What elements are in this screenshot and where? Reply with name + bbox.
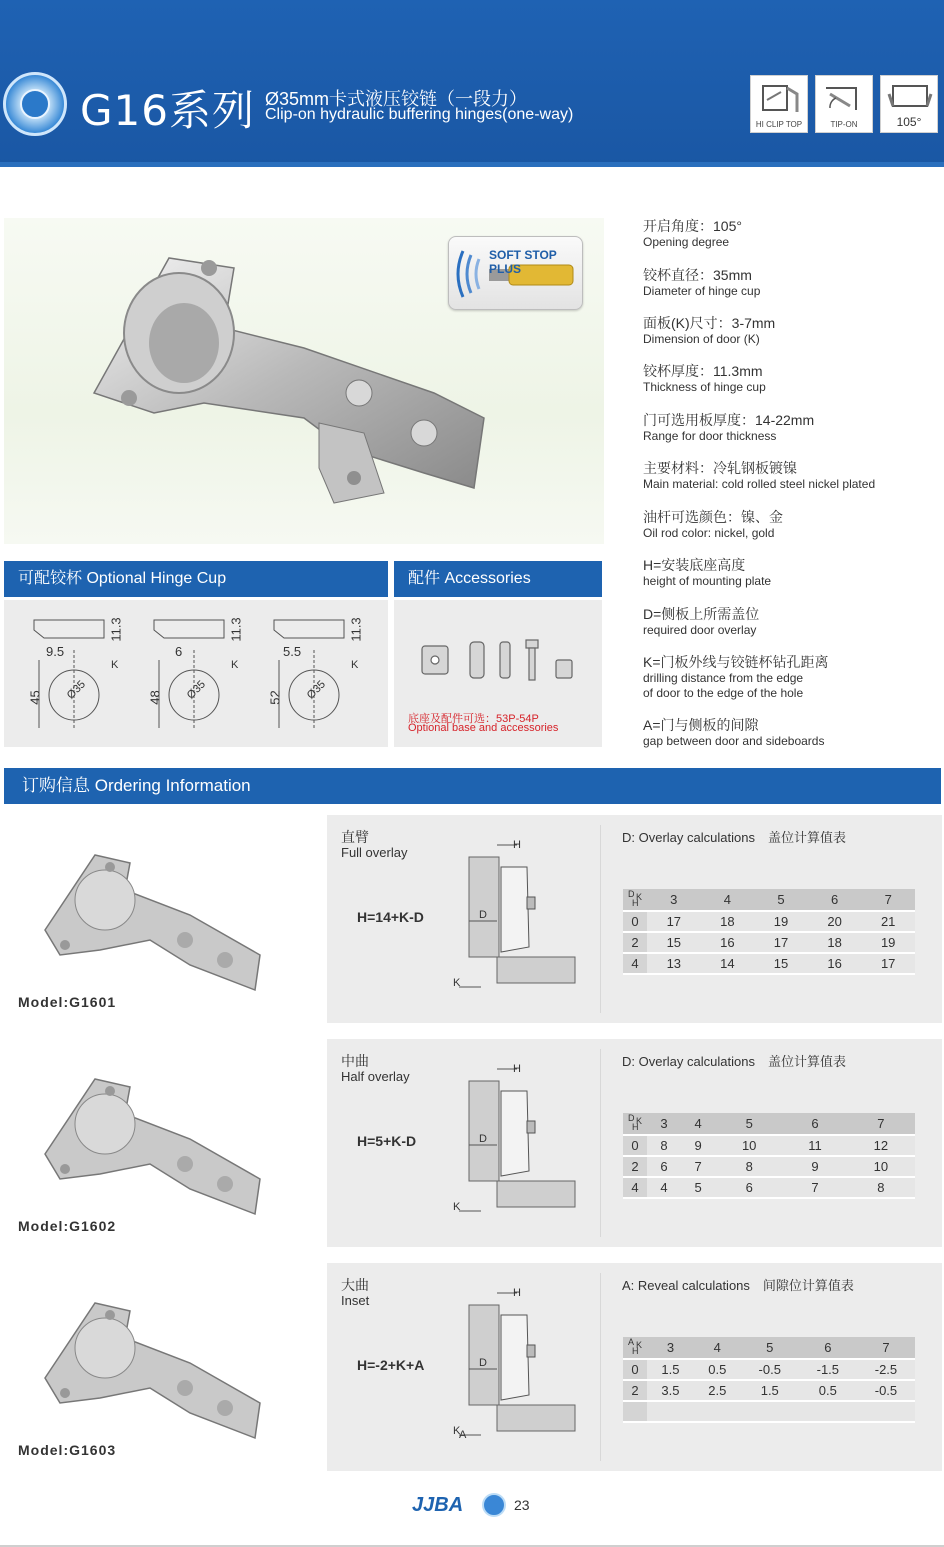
table-row-h: 0: [623, 1135, 647, 1156]
model-number: Model:G1601: [18, 994, 117, 1010]
spec-cn: H=安装底座高度: [643, 557, 746, 573]
feature-clip-top-icon: [750, 75, 808, 133]
table-cell: 14: [701, 953, 755, 974]
key-k: K: [636, 1340, 643, 1350]
feature-label: HI CLIP TOP: [755, 120, 803, 129]
model-number: Model:G1602: [18, 1218, 117, 1234]
table-row-h: 2: [623, 1380, 647, 1401]
feature-tip-on-icon: [815, 75, 873, 133]
table-cell: 2.5: [694, 1380, 741, 1401]
accessories-note-cn: 底座及配件可选：53P-54P: [408, 713, 539, 725]
table-row-h: 4: [623, 953, 647, 974]
cup-diameter: Ø35: [304, 678, 328, 702]
installation-diagram: [457, 1061, 597, 1221]
feature-105-degree-icon: [880, 75, 938, 133]
table-cell: 16: [701, 932, 755, 953]
table-cell: 0.5: [799, 1380, 857, 1401]
table-cell: 19: [754, 911, 808, 932]
cup-k: K: [231, 659, 239, 671]
cup-k: K: [111, 659, 119, 671]
cup-k: K: [351, 659, 359, 671]
table-cell: -2.5: [857, 1359, 915, 1380]
table-row: [623, 1401, 915, 1422]
overlay-type-cn: 中曲: [341, 1053, 369, 1069]
spec-item: [643, 654, 938, 701]
table-header-k: 3: [647, 889, 701, 911]
table-corner-key: [623, 889, 647, 911]
table-cell: 17: [754, 932, 808, 953]
table-cell: 21: [861, 911, 915, 932]
table-cell: 1.5: [741, 1380, 799, 1401]
overlay-type-cn: 大曲: [341, 1277, 369, 1293]
table-row: [623, 1135, 915, 1156]
series-title: G16系列: [80, 86, 255, 135]
table-cell: 9: [783, 1156, 847, 1177]
key-top: D: [628, 1113, 635, 1123]
spec-cn: 铰杯直径：35mm: [643, 267, 752, 283]
installation-diagram: [457, 837, 597, 997]
table-header-k: 6: [808, 889, 862, 911]
spec-cn: 面板(K)尺寸：3-7mm: [643, 315, 776, 331]
spec-item: [643, 557, 938, 589]
table-row: [623, 1177, 915, 1198]
calc-table-title: A: Reveal calculations 间隙位计算值表: [622, 1278, 854, 1293]
table-cell: [647, 1401, 694, 1422]
overlay-type-en: Half overlay: [341, 1069, 410, 1084]
key-k: K: [636, 892, 643, 902]
spec-en: height of mounting plate: [643, 574, 772, 588]
spec-item: [643, 315, 938, 347]
subtitle-cn: Ø35mm卡式液压铰链（一段力）: [265, 89, 528, 109]
cup-height: 45: [27, 690, 43, 705]
table-header-k: 7: [857, 1337, 915, 1359]
diagram-label-d: D: [479, 909, 487, 921]
spec-en: drilling distance from the edge: [643, 671, 804, 685]
overlay-type-cn: 直臂: [341, 829, 369, 845]
table-cell: 18: [701, 911, 755, 932]
table-cell: 17: [647, 911, 701, 932]
table-cell: 17: [861, 953, 915, 974]
spec-en: required door overlay: [643, 623, 757, 637]
calc-table: [623, 889, 915, 975]
table-row: [623, 1359, 915, 1380]
spec-en: Dimension of door (K): [643, 332, 760, 346]
table-cell: 8: [715, 1156, 783, 1177]
table-row-h: 4: [623, 1177, 647, 1198]
feature-label: TIP-ON: [830, 120, 858, 129]
calc-table: [623, 1113, 915, 1199]
spec-item: [643, 460, 938, 492]
cup-depth: 11.3: [228, 617, 244, 642]
table-cell: 10: [715, 1135, 783, 1156]
spec-item: [643, 606, 938, 638]
table-cell: 15: [754, 953, 808, 974]
table-cell: 11: [783, 1135, 847, 1156]
table-cell: 4: [647, 1177, 681, 1198]
table-cell: -0.5: [741, 1359, 799, 1380]
table-header-k: 6: [783, 1113, 847, 1135]
accessories-note-en: Optional base and accessories: [408, 722, 559, 734]
ordering-header: 订购信息 Ordering Information: [4, 768, 941, 804]
table-cell: 18: [808, 932, 862, 953]
table-cell: 0.5: [694, 1359, 741, 1380]
diagram-label-k: K: [453, 1425, 461, 1437]
height-formula: H=5+K-D: [357, 1133, 417, 1149]
subtitle-en: Clip-on hydraulic buffering hinges(one-way): [265, 106, 574, 123]
table-row: [623, 953, 915, 974]
spec-item: [643, 218, 938, 250]
table-cell: [857, 1401, 915, 1422]
spec-item: [643, 717, 938, 749]
calc-table-title: D: Overlay calculations 盖位计算值表: [622, 830, 846, 845]
spec-cn: 主要材料：冷轧钢板镀镍: [643, 460, 797, 476]
header-rule: [0, 162, 944, 167]
page-number: 23: [514, 1497, 530, 1513]
table-cell: [799, 1401, 857, 1422]
table-cell: 16: [808, 953, 862, 974]
model-spec-panel: [327, 1039, 942, 1247]
diagram-label-d: D: [479, 1133, 487, 1145]
table-cell: 9: [681, 1135, 715, 1156]
spec-cn: 油杆可选颜色：镍、金: [643, 509, 783, 525]
spec-cn: 门可选用板厚度：14-22mm: [643, 412, 815, 428]
cup-offset: 5.5: [283, 644, 302, 659]
cup-offset: 6: [175, 644, 183, 659]
table-cell: 15: [647, 932, 701, 953]
calc-table: [623, 1337, 915, 1423]
panel-divider: [600, 1049, 601, 1237]
spec-en: Thickness of hinge cup: [643, 380, 766, 394]
model-number: Model:G1603: [18, 1442, 117, 1458]
table-cell: 12: [847, 1135, 915, 1156]
table-cell: 6: [715, 1177, 783, 1198]
spec-item: [643, 267, 938, 299]
table-header-k: 4: [694, 1337, 741, 1359]
accessories-icons: [418, 636, 578, 686]
table-header-k: 7: [861, 889, 915, 911]
table-header-k: 5: [754, 889, 808, 911]
diagram-label-h: H: [513, 1287, 521, 1299]
diagram-label-a: A: [459, 1429, 467, 1441]
table-header-k: 3: [647, 1337, 694, 1359]
table-corner-key: [623, 1337, 647, 1359]
table-row-h: 2: [623, 1156, 647, 1177]
diagram-label-d: D: [479, 1357, 487, 1369]
table-row-h: 2: [623, 932, 647, 953]
panel-divider: [600, 1273, 601, 1461]
spec-en: Range for door thickness: [643, 429, 777, 443]
table-header-k: 5: [715, 1113, 783, 1135]
cup-diameter: Ø35: [184, 678, 208, 702]
table-row: [623, 932, 915, 953]
table-row-h: [623, 1401, 647, 1422]
table-cell: -0.5: [857, 1380, 915, 1401]
table-cell: 19: [861, 932, 915, 953]
cup-offset: 9.5: [46, 644, 65, 659]
spec-cn: 铰杯厚度：11.3mm: [643, 363, 763, 379]
spec-en: Opening degree: [643, 235, 730, 249]
table-cell: [741, 1401, 799, 1422]
table-header-k: 4: [701, 889, 755, 911]
cup-diameter: Ø35: [64, 678, 88, 702]
key-h: H: [632, 1122, 639, 1132]
table-cell: [694, 1401, 741, 1422]
diagram-label-k: K: [453, 1201, 461, 1213]
model-spec-panel: [327, 815, 942, 1023]
key-k: K: [636, 1116, 643, 1126]
spec-en: Diameter of hinge cup: [643, 284, 761, 298]
table-cell: 10: [847, 1156, 915, 1177]
spec-item: [643, 412, 938, 444]
key-h: H: [632, 1346, 639, 1356]
table-corner-key: [623, 1113, 647, 1135]
table-cell: 8: [847, 1177, 915, 1198]
table-cell: 13: [647, 953, 701, 974]
diagram-label-k: K: [453, 977, 461, 989]
table-row-h: 0: [623, 911, 647, 932]
spec-cn: K=门板外线与铰链杯钻孔距离: [643, 654, 829, 670]
spec-cn: 开启角度：105°: [643, 218, 742, 234]
spec-cn: A=门与侧板的间隙: [643, 717, 759, 733]
height-formula: H=14+K-D: [357, 909, 424, 925]
diagram-label-h: H: [513, 839, 521, 851]
cup-height: 48: [147, 690, 163, 705]
table-row-h: 0: [623, 1359, 647, 1380]
table-cell: 8: [647, 1135, 681, 1156]
model-spec-panel: [327, 1263, 942, 1471]
model-hinge-image: [40, 1293, 270, 1453]
table-cell: 7: [783, 1177, 847, 1198]
overlay-type-en: Inset: [341, 1293, 370, 1308]
table-header-k: 4: [681, 1113, 715, 1135]
spec-item: [643, 363, 938, 395]
calc-table-title: D: Overlay calculations 盖位计算值表: [622, 1054, 846, 1069]
table-cell: -1.5: [799, 1359, 857, 1380]
series-logo-icon: [3, 72, 67, 136]
feature-label: 105°: [896, 115, 922, 129]
svg-text:JJBA: JJBA: [412, 1494, 464, 1516]
key-top: A: [628, 1337, 635, 1347]
table-cell: 6: [647, 1156, 681, 1177]
spec-item: [643, 509, 938, 541]
model-hinge-image: [40, 845, 270, 1005]
model-hinge-image: [40, 1069, 270, 1229]
installation-diagram: [457, 1285, 597, 1445]
height-formula: H=-2+K+A: [357, 1357, 425, 1373]
overlay-type-en: Full overlay: [341, 845, 408, 860]
panel-divider: [600, 825, 601, 1013]
cup-height: 52: [267, 690, 283, 705]
key-h: H: [632, 898, 639, 908]
hinge-cup-drawings: [4, 600, 388, 747]
hinge-cup-header: 可配铰杯 Optional Hinge Cup: [4, 561, 388, 597]
table-header-k: 3: [647, 1113, 681, 1135]
table-header-k: 6: [799, 1337, 857, 1359]
brand-logo-icon: [412, 1490, 507, 1520]
table-cell: 5: [681, 1177, 715, 1198]
table-cell: 20: [808, 911, 862, 932]
table-row: [623, 1156, 915, 1177]
table-header-k: 7: [847, 1113, 915, 1135]
key-top: D: [628, 889, 635, 899]
table-header-k: 5: [741, 1337, 799, 1359]
spec-cn: D=侧板上所需盖位: [643, 606, 760, 622]
table-cell: 7: [681, 1156, 715, 1177]
spec-en: of door to the edge of the hole: [643, 686, 804, 700]
spec-en: Main material: cold rolled steel nickel plated: [643, 477, 876, 491]
spec-en: Oil rod color: nickel, gold: [643, 526, 775, 540]
table-row: [623, 911, 915, 932]
table-row: [623, 1380, 915, 1401]
accessories-header: 配件 Accessories: [394, 561, 602, 597]
diagram-label-h: H: [513, 1063, 521, 1075]
spec-en: gap between door and sideboards: [643, 734, 825, 748]
cup-depth: 11.3: [108, 617, 124, 642]
table-cell: 3.5: [647, 1380, 694, 1401]
table-cell: 1.5: [647, 1359, 694, 1380]
soft-stop-label: SOFT STOP PLUS: [489, 248, 557, 276]
soft-stop-badge: [448, 236, 583, 310]
cup-depth: 11.3: [348, 617, 364, 642]
